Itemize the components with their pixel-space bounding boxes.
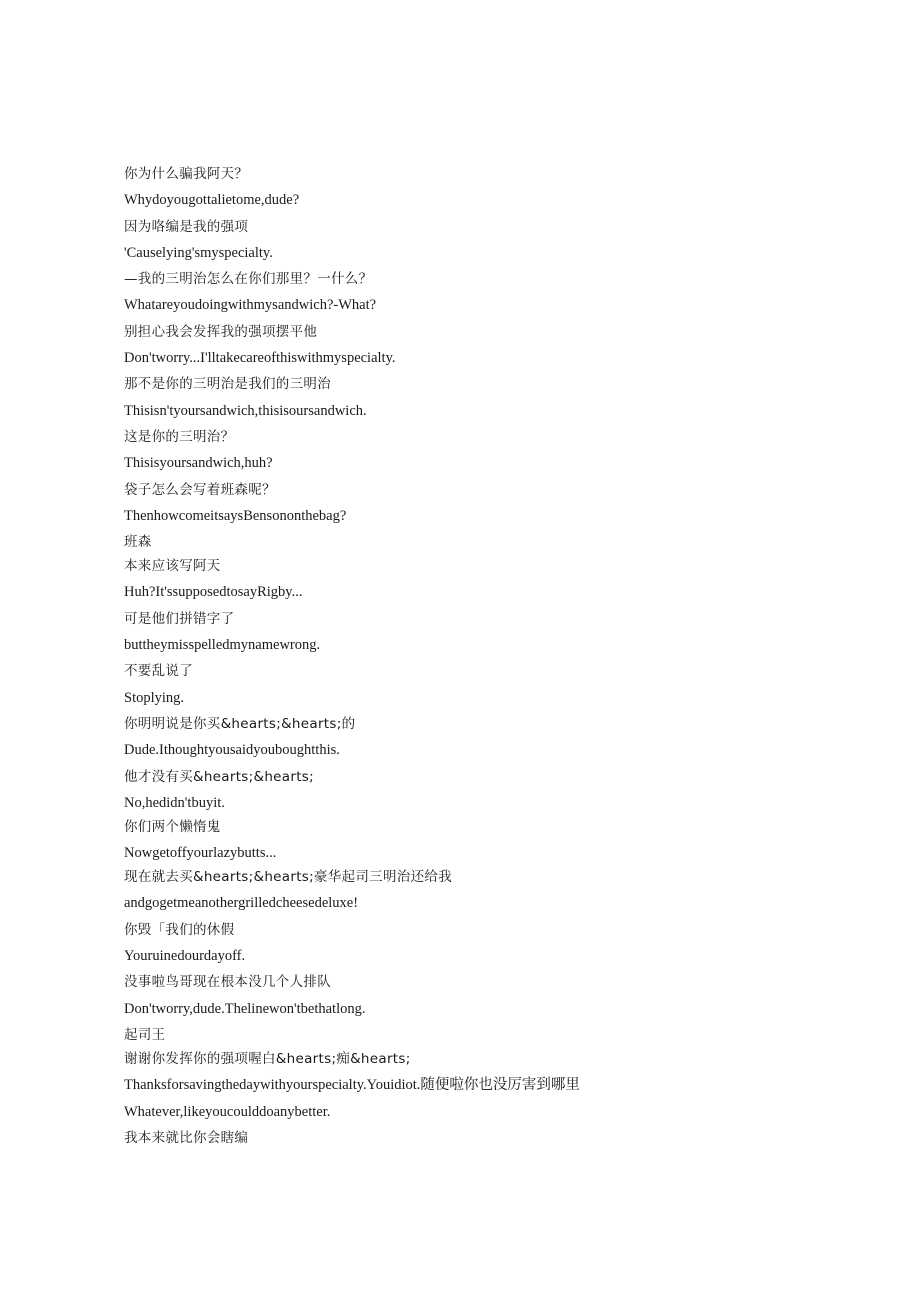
english-subtitle-line: Youruinedourdayoff.: [124, 948, 246, 965]
chinese-subtitle-line: 你为什么骗我阿天？: [124, 166, 249, 182]
chinese-subtitle-line: —我的三明治怎么在你们那里？一什么？: [124, 271, 373, 288]
chinese-subtitle-line: 没事啦鸟哥现在根本没几个人排队: [124, 974, 331, 991]
chinese-subtitle-line: 本来应该写阿天: [124, 558, 221, 575]
chinese-subtitle-line: 因为咯编是我的强项: [124, 218, 249, 235]
english-subtitle-line: Thisisn'tyoursandwich,thisisoursandwich.: [124, 402, 367, 419]
chinese-subtitle-line: 不要乱说了: [124, 663, 193, 680]
chinese-subtitle-line: 那不是你的三明治是我们的三明治: [124, 376, 331, 393]
english-subtitle-line: Don'tworry...I'lltakecareofthiswithmyspecialty.: [124, 350, 396, 367]
english-subtitle-line: Nowgetoffyourlazybutts...: [124, 845, 277, 862]
chinese-subtitle-line: 我本来就比你会瞎编: [124, 1129, 249, 1146]
chinese-subtitle-line: 这是你的三明治？: [124, 428, 235, 445]
chinese-subtitle-line: 起司王: [124, 1026, 166, 1043]
chinese-subtitle-line: 你们两个懒惰鬼: [124, 818, 221, 835]
english-subtitle-line: No,hedidn'tbuyit.: [124, 794, 225, 811]
english-subtitle-line: andgogetmeanothergrilledcheesedeluxe!: [124, 895, 359, 912]
subtitle-lines: [124, 164, 844, 1154]
chinese-subtitle-line: 现在就去买&hearts;&hearts;豪华起司三明治还给我: [124, 869, 452, 886]
english-subtitle-line: ThenhowcomeitsaysBensononthebag?: [124, 507, 347, 524]
chinese-subtitle-line: 他才没有买&hearts;&hearts;: [124, 768, 314, 785]
chinese-subtitle-line: 你毁「我们的休假: [124, 921, 235, 938]
english-subtitle-line: Don'tworry,dude.Thelinewon'tbethatlong.: [124, 1000, 366, 1017]
chinese-subtitle-line: 可是他们拼错字了: [124, 610, 235, 627]
english-subtitle-line: Huh?It'ssupposedtosayRigby...: [124, 584, 303, 601]
english-subtitle-line: Thisisyoursandwich,huh?: [124, 455, 273, 472]
english-subtitle-line: Stoplying.: [124, 689, 185, 706]
english-subtitle-line: Whatever,likeyoucoulddoanybetter.: [124, 1103, 331, 1120]
english-subtitle-line: Whydoyougottalietome,dude?: [124, 192, 300, 209]
english-subtitle-line: buttheymisspelledmynamewrong.: [124, 637, 321, 654]
chinese-subtitle-line: 别担心我会发挥我的强项摆平他: [124, 323, 318, 340]
english-subtitle-line: 'Causelying'smyspecialty.: [124, 244, 273, 261]
chinese-subtitle-line: 谢谢你发挥你的强项喔白&hearts;痴&hearts;: [124, 1050, 411, 1067]
chinese-subtitle-line: 班森: [124, 534, 152, 551]
chinese-subtitle-line: 袋子怎么会写着班森呢？: [124, 481, 276, 498]
english-subtitle-line: Dude.Ithoughtyousaidyouboughtthis.: [124, 742, 340, 759]
chinese-subtitle-line: 你明明说是你买&hearts;&hearts;的: [124, 715, 356, 732]
english-subtitle-line: Whatareyoudoingwithmysandwich?-What?: [124, 297, 377, 314]
english-subtitle-line: Thanksforsavingthedaywithyourspecialty.Youidiot.随便啦你也没厉害到哪里: [124, 1077, 580, 1094]
